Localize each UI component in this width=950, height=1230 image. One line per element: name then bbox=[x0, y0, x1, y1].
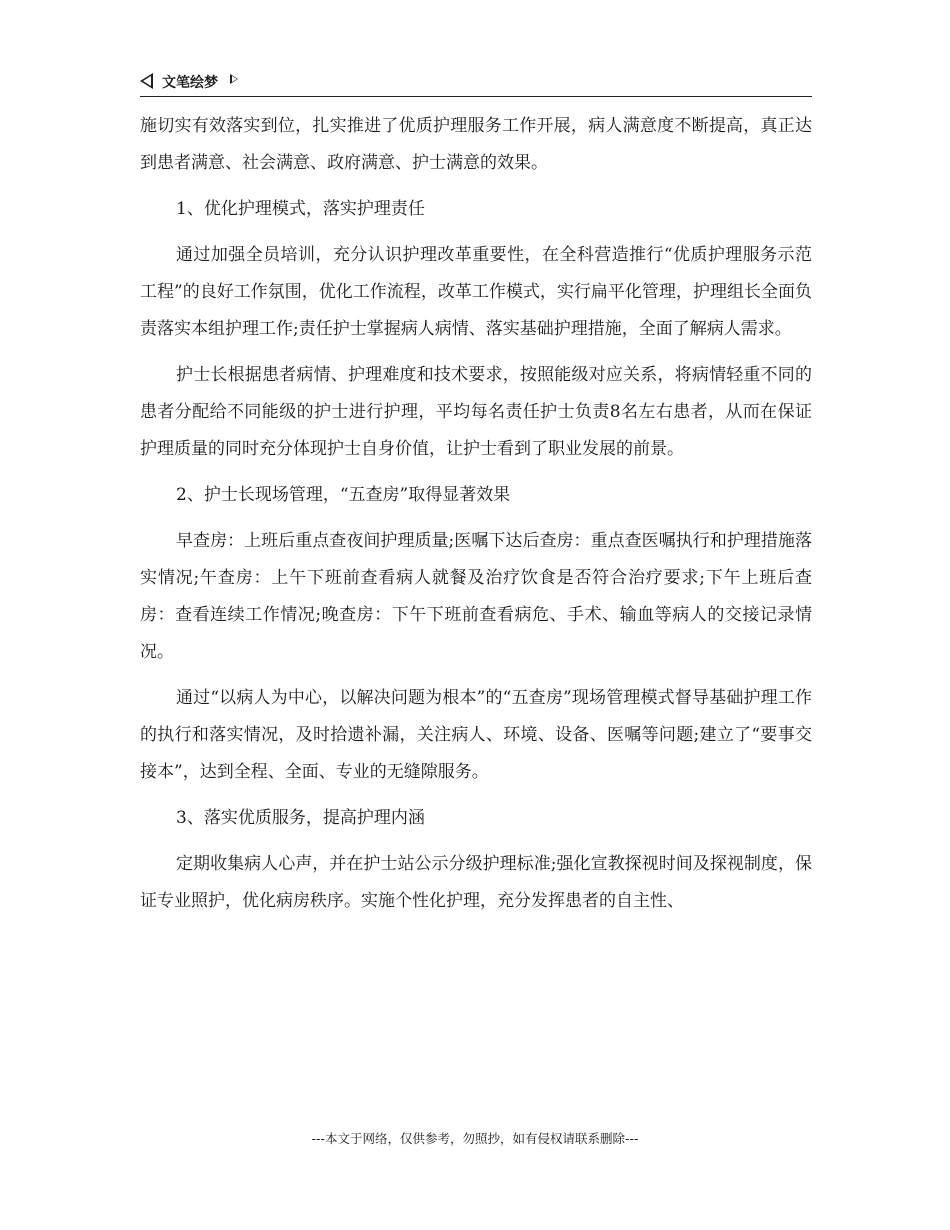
paragraph-continuation: 施切实有效落实到位，扎实推进了优质护理服务工作开展，病人满意度不断提高，真正达到患者满意、社会满意、政府满意、护士满意的效果。 bbox=[140, 116, 812, 173]
footer-notice: ---本文于网络，仅供参考，勿照抄，如有侵权请联系删除--- bbox=[311, 1131, 639, 1146]
document-body bbox=[140, 108, 812, 929]
back-triangle-icon[interactable] bbox=[140, 73, 153, 89]
paragraph: 早查房：上班后重点查夜间护理质量;医嘱下达后查房：重点查医嘱执行和护理措施落实情况;午查房：上午下班前查看病人就餐及治疗饮食是否符合治疗要求;下午上班后查房：查看连续工作情况;晚查房：下午下班前查看病危、手术、输血等病人的交接记录情况。 bbox=[140, 531, 812, 662]
paragraph: 定期收集病人心声，并在护士站公示分级护理标准;强化宣教探视时间及探视制度，保证专业照护，优化病房秩序。实施个性化护理，充分发挥患者的自主性、 bbox=[140, 854, 812, 911]
paragraph: 护士长根据患者病情、护理难度和技术要求，按照能级对应关系，将病情轻重不同的患者分配给不同能级的护士进行护理，平均每名责任护士负责8名左右患者，从而在保证护理质量的同时充分体现护士自身价值，让护士看到了职业发展的前景。 bbox=[140, 365, 812, 459]
section-heading-2: 2、护士长现场管理，“五查房”取得显著效果 bbox=[176, 485, 511, 505]
section-heading-1: 1、优化护理模式，落实护理责任 bbox=[176, 199, 425, 219]
paragraph: 通过“以病人为中心，以解决问题为根本”的“五查房”现场管理模式督导基础护理工作的执行和落实情况，及时拾遗补漏，关注病人、环境、设备、医嘱等问题;建立了“要事交接本”，达到全程、全面、专业的无缝隙服务。 bbox=[140, 688, 812, 782]
brand-title: 文笔绘梦 bbox=[162, 75, 218, 91]
play-triangle-icon[interactable] bbox=[230, 74, 238, 84]
page-header bbox=[140, 68, 812, 97]
section-heading-3: 3、落实优质服务，提高护理内涵 bbox=[176, 808, 425, 828]
paragraph: 通过加强全员培训，充分认识护理改革重要性，在全科营造推行“优质护理服务示范工程”的良好工作氛围，优化工作流程，改革工作模式，实行扁平化管理，护理组长全面负责落实本组护理工作;责任护士掌握病人病情、落实基础护理措施，全面了解病人需求。 bbox=[140, 245, 812, 339]
